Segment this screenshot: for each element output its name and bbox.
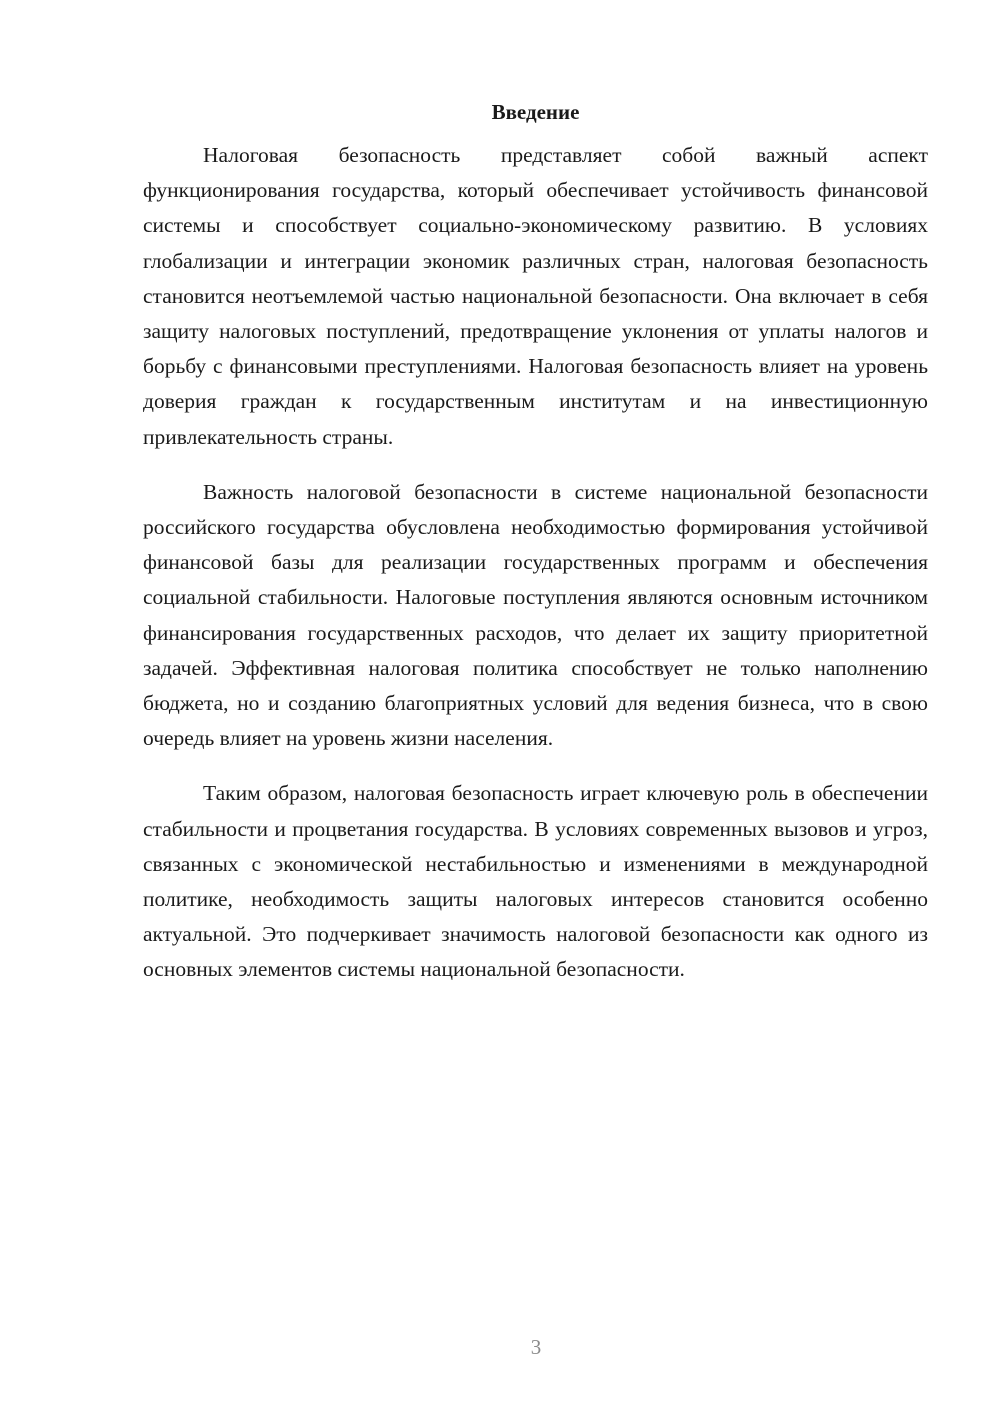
page-content [143, 97, 928, 988]
section-title: Введение [491, 100, 580, 124]
paragraph-2: Важность налоговой безопасности в системе национальной безопасности российского государства обусловлена необходимостью формирования устойчивой финансовой базы для реализации государственных программ и обеспечения социальной стабильности. Налоговые поступления являются основным источником финансирования государственных расходов, что делает их защиту приоритетной задачей. Эффективная налоговая политика способствует не только наполнению бюджета, но и созданию благоприятных условий для ведения бизнеса, что в свою очередь влияет на уровень жизни населения. [143, 479, 928, 751]
paragraph-3: Таким образом, налоговая безопасность играет ключевую роль в обеспечении стабильности и процветания государства. В условиях современных вызовов и угроз, связанных с экономической нестабильностью и изменениями в международной политике, необходимость защиты налоговых интересов становится особенно актуальной. Это подчеркивает значимость налоговой безопасности как одного из основных элементов системы национальной безопасности. [143, 781, 928, 982]
paragraph-1: Налоговая безопасность представляет собой важный аспект функционирования государства, который обеспечивает устойчивость финансовой системы и способствует социально-экономическому развитию. В условиях глобализации и интеграции экономик различных стран, налоговая безопасность становится неотъемлемой частью национальной безопасности. Она включает в себя защиту налоговых поступлений, предотвращение уклонения от уплаты налогов и борьбу с финансовыми преступлениями. Налоговая безопасность влияет на уровень доверия граждан к государственным институтам и на инвестиционную привлекательность страны. [143, 143, 928, 449]
page-number: 3 [530, 1335, 542, 1359]
